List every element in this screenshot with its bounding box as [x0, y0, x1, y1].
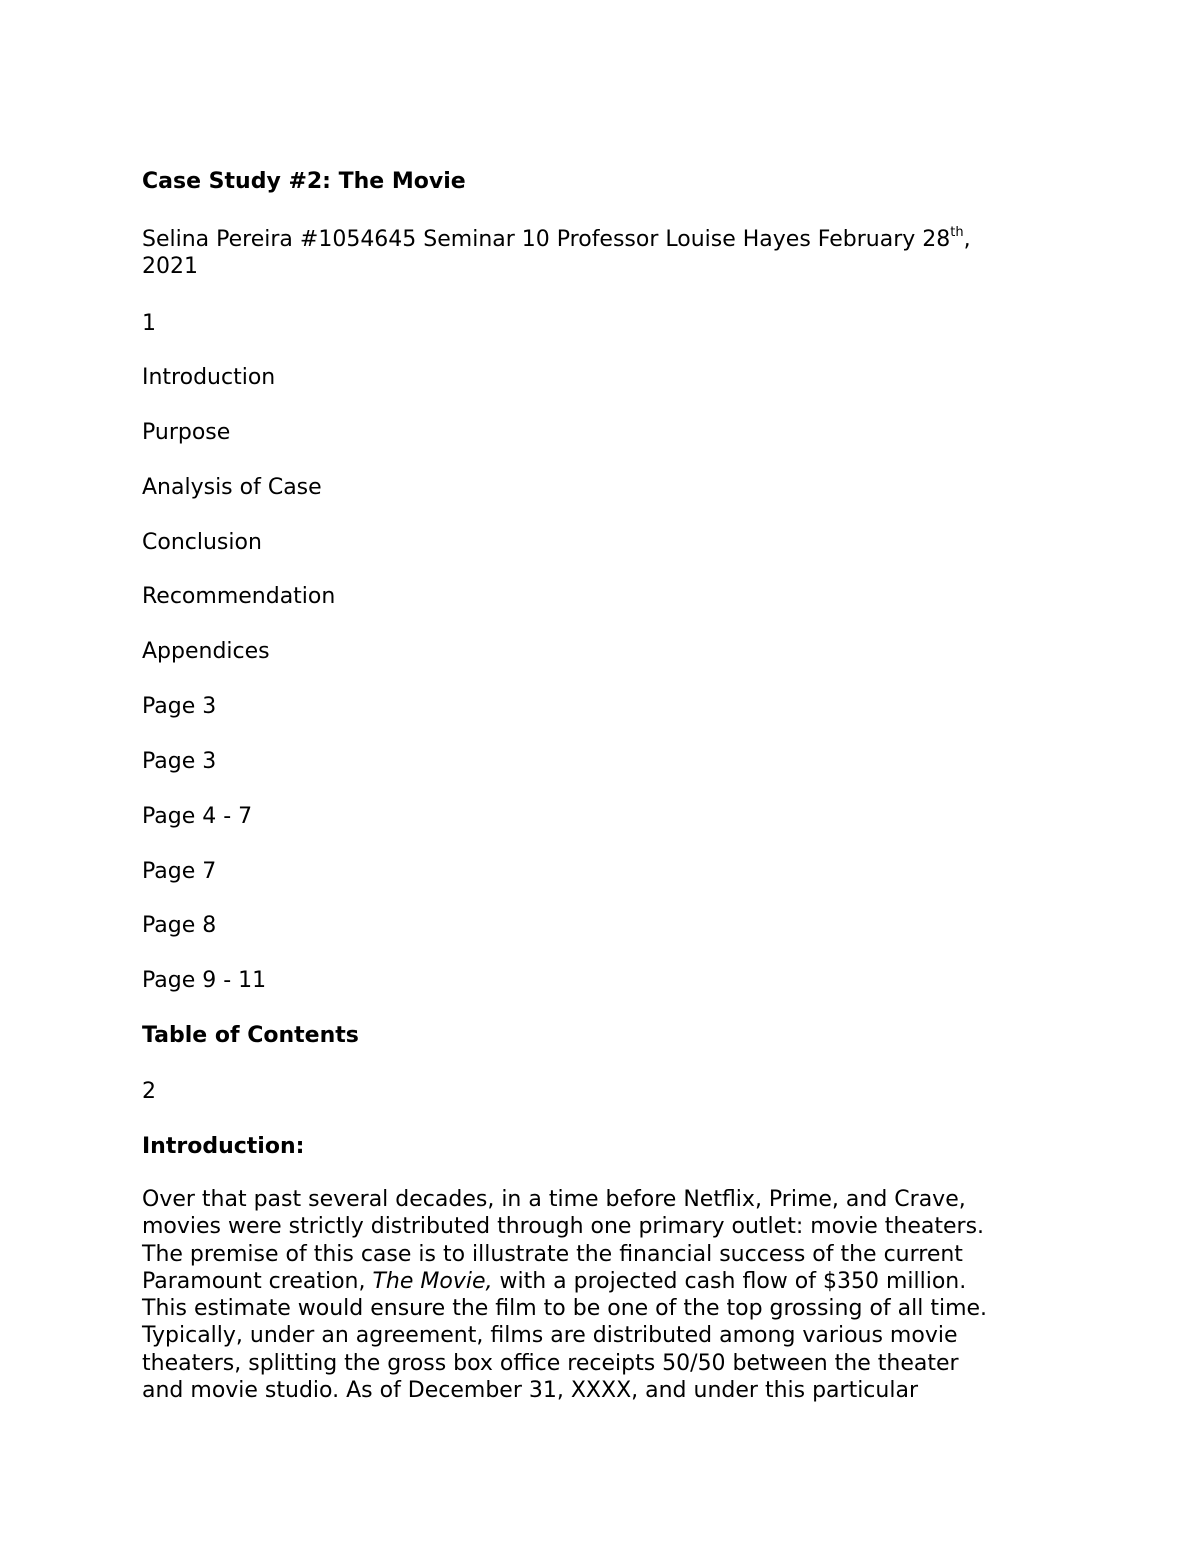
toc-item-appendices: Appendices [142, 639, 270, 664]
toc-page-ref: Page 7 [142, 859, 217, 884]
paragraph-line: The premise of this case is to illustrate the financial success of the current [142, 1241, 963, 1267]
paragraph-line: and movie studio. As of December 31, XXXX, and under this particular [142, 1378, 918, 1404]
page-number: 2 [142, 1079, 156, 1104]
text-run: Paramount creation, [142, 1268, 373, 1294]
movie-title-italic: The Movie, [372, 1268, 493, 1294]
page-number: 1 [142, 311, 156, 336]
intro-paragraph [142, 1186, 987, 1404]
paragraph-line: Over that past several decades, in a time before Netflix, Prime, and Crave, [142, 1187, 966, 1212]
toc-page-ref: Page 3 [142, 749, 217, 774]
toc-item-recommendation: Recommendation [142, 584, 336, 609]
toc-page-ref: Page 4 - 7 [142, 804, 253, 829]
byline-comma: , [963, 227, 971, 252]
paragraph-line: movies were strictly distributed through one primary outlet: movie theaters. [142, 1214, 985, 1240]
byline-superscript: th [950, 224, 964, 240]
byline [142, 226, 971, 253]
paragraph-line: Typically, under an agreement, films are distributed among various movie [142, 1323, 958, 1349]
toc-item-introduction: Introduction [142, 365, 276, 390]
paragraph-line [142, 1268, 987, 1295]
toc-page-ref: Page 9 - 11 [142, 968, 267, 993]
toc-heading: Table of Contents [142, 1023, 359, 1048]
toc-page-ref: Page 3 [142, 694, 217, 719]
byline-text: Selina Pereira #1054645 Seminar 10 Professor Louise Hayes February 28 [142, 227, 951, 252]
byline-year: 2021 [142, 254, 198, 279]
toc-item-purpose: Purpose [142, 420, 231, 445]
toc-item-conclusion: Conclusion [142, 530, 262, 555]
toc-page-ref: Page 8 [142, 913, 217, 938]
section-heading-introduction: Introduction: [142, 1134, 305, 1159]
paragraph-line: This estimate would ensure the film to be one of the top grossing of all time. [142, 1296, 988, 1322]
toc-item-analysis: Analysis of Case [142, 475, 322, 500]
text-run: with a projected cash flow of $350 million. [492, 1268, 967, 1294]
document-title: Case Study #2: The Movie [142, 169, 466, 194]
paragraph-line: theaters, splitting the gross box office receipts 50/50 between the theater [142, 1350, 959, 1376]
